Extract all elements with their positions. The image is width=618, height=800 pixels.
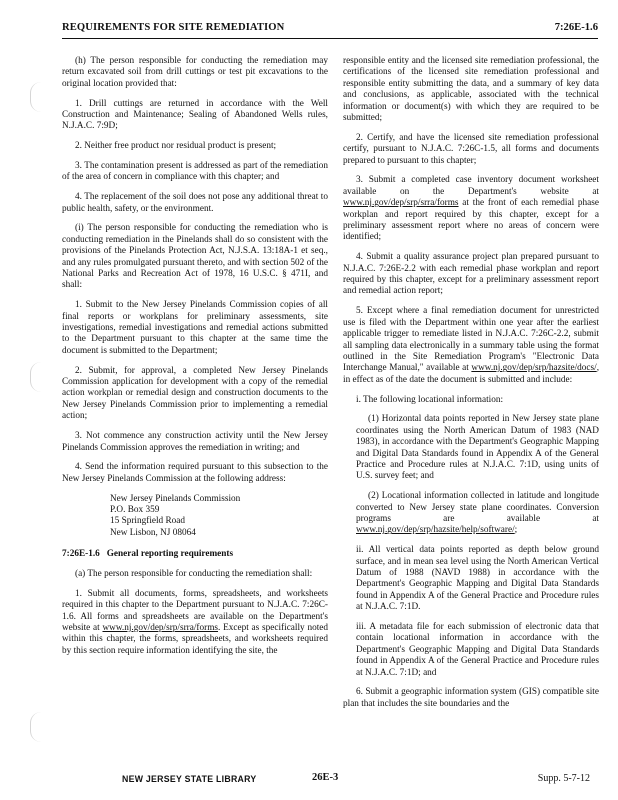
right-column xyxy=(343,56,599,719)
text-run: 3. Submit a completed case inventory document worksheet available on the Department's website at xyxy=(343,175,599,197)
paragraph-ri2 xyxy=(356,491,599,537)
paragraph-riii: iii. A metadata file for each submission of electronic data that contain locational information in accordance with the Department's Geographic Mapping and Digital Data Standards found in Appendix A of the General Practice and Procedure rules at N.J.A.C. 7:1D; and xyxy=(356,621,599,678)
forms-link[interactable]: www.nj.gov/dep/srp/srra/forms xyxy=(102,622,219,633)
paragraph-h4: 4. The replacement of the soil does not pose any additional threat to public health, safety, or the environment. xyxy=(62,192,328,214)
forms-link[interactable]: www.nj.gov/dep/srp/srra/forms xyxy=(343,198,459,209)
address-line: New Lisbon, NJ 08064 xyxy=(110,527,196,538)
supplement-date: Supp. 5-7-12 xyxy=(537,773,590,784)
paragraph-i2: 2. Submit, for approval, a completed New Jersey Pinelands Commission application for development with a copy of the remedial action workplan or remedial design and construction documents to the New Jersey Pinelands Commission prior to implementing a remedial action; xyxy=(62,365,328,422)
paragraph-a1 xyxy=(62,589,328,657)
paragraph-r2: 2. Certify, and have the licensed site remediation professional certify, pursuant to N.J.A.C. 7:26C-1.5, all forms and documents prepared to pursuant to this chapter; xyxy=(343,132,599,166)
section-title: General reporting requirements xyxy=(106,549,234,560)
paragraph-h3: 3. The contamination present is addressed as part of the remediation of the area of concern in compliance with this chapter; and xyxy=(62,161,328,183)
section-number: 7:26E-1.6 xyxy=(62,549,100,560)
paragraph-i4: 4. Send the information required pursuant to this subsection to the New Jersey Pinelands Commission at the following address: xyxy=(62,462,328,484)
text-run: . Except as specifically noted within this chapter, the forms, spreadsheets, and worksheets required by this section require information identifying the site, the xyxy=(62,622,328,656)
text-run: 5. Except where a final remediation document for unrestricted use is filed with the Department within one year after the earliest applicable trigger to remediate listed in N.J.A.C. 7:26C-2.2, submit all sampling data electronically in a summary table using the format outlined in the Site Remediation Program's "Electronic Data Interchange Manual," available at xyxy=(343,306,599,374)
address-line: 15 Springfield Road xyxy=(110,516,186,527)
paragraph-h2: 2. Neither free product nor residual product is present; xyxy=(75,141,277,152)
paragraph-i1: 1. Submit to the New Jersey Pinelands Commission copies of all final reports or workplans for preliminary assessments, site investigations, remedial investigations and remedial actions submitted to the Department pursuant to this chapter at the same time the document is submitted to the Department; xyxy=(62,300,328,356)
paragraph-r5 xyxy=(343,306,599,386)
paragraph-r0: responsible entity and the licensed site remediation professional, the certifications of the licensed site remediation professional and responsible entity submitting the data, and a summary of key data and conclusions, as applicable, associated with the technical information or document(s) with which they are required to be submitted; xyxy=(343,56,599,124)
paragraph-r3 xyxy=(343,175,599,243)
running-header xyxy=(62,20,598,39)
address-line: New Jersey Pinelands Commission xyxy=(110,493,241,504)
section-heading xyxy=(62,549,328,560)
binding-mark xyxy=(30,82,41,112)
software-link[interactable]: www.nj.gov/dep/srp/hazsite/help/software/ xyxy=(356,525,515,536)
text-run: ; xyxy=(514,525,518,536)
paragraph-i: (i) The person responsible for conducting the remediation who is conducting remediation in the Pinelands shall do so consistent with the provisions of the Pinelands Protection Act, N.J.S.A. 13:18A-1 et seq., and any rules promulgated pursuant thereto, and with section 502 of the National Parks and Recreation Act of 1978, 16 U.S.C. § 471I, and shall: xyxy=(62,223,328,291)
library-stamp: NEW JERSEY STATE LIBRARY xyxy=(122,774,257,785)
binding-mark xyxy=(30,362,41,392)
paragraph-a: (a) The person responsible for conducting the remediation shall: xyxy=(75,568,313,579)
paragraph-rii: ii. All vertical data points reported as depth below ground surface, and in mean sea level using the North American Vertical Datum of 1988 (NAVD 1988) in accordance with the Department's Geographic Mapping and Digital Data Standards found in Appendix A of the General Practice and Procedure rules at N.J.A.C. 7:1D. xyxy=(356,545,599,613)
left-column xyxy=(62,56,328,666)
paragraph-r4: 4. Submit a quality assurance project plan prepared pursuant to N.J.A.C. 7:26E-2.2 with each remedial phase workplan and report required by this chapter, except for a preliminary assessment report and remedial action report; xyxy=(343,252,599,297)
header-title: REQUIREMENTS FOR SITE REMEDIATION xyxy=(62,22,285,33)
mailing-address xyxy=(110,494,328,540)
text-run: at the front of each remedial phase workplan and report required by this chapter, except for a preliminary assessment report where no areas of concern were identified; xyxy=(343,198,599,243)
header-section: 7:26E-1.6 xyxy=(554,22,598,33)
address-line: P.O. Box 359 xyxy=(110,504,160,515)
paragraph-h1: 1. Drill cuttings are returned in accordance with the Well Construction and Maintenance; Sealing of Abandoned Wells rules, N.J.A.C. 7:9D; xyxy=(62,98,328,132)
paragraph-ri1: (1) Horizontal data points reported in New Jersey state plane coordinates using the North American Datum of 1983 (NAD 1983), in accordance with the Department's Geographic Mapping and Digital Data Standards found in Appendix A of the General Practice and Procedure rules at N.J.A.C. 7:1D, using units of U.S. survey feet; and xyxy=(356,414,599,482)
paragraph-r6: 6. Submit a geographic information system (GIS) compatible site plan that includes the site boundaries and the xyxy=(343,687,599,709)
binding-mark xyxy=(30,712,41,742)
page-number: 26E-3 xyxy=(312,772,339,783)
edi-manual-link[interactable]: www.nj.gov/dep/srp/hazsite/docs/ xyxy=(471,363,597,374)
text-run: , in effect as of the date the document is submitted and include: xyxy=(343,363,599,385)
paragraph-i3: 3. Not commence any construction activity until the New Jersey Pinelands Commission approves the remediation in writing; and xyxy=(62,431,328,453)
paragraph-ri: i. The following locational information: xyxy=(356,394,504,405)
text-run: (2) Locational information collected in latitude and longitude converted to New Jersey state plane coordinates. Conversion programs are available at xyxy=(356,491,599,524)
paragraph-h: (h) The person responsible for conducting the remediation may return excavated soil from drill cuttings or test pit excavations to the original location provided that: xyxy=(62,56,328,89)
text-run: 1. Submit all documents, forms, spreadsheets, and worksheets required in this chapter to the Department pursuant to N.J.A.C. 7:26C-1.6. All forms and spreadsheets are available on the Department's website at xyxy=(62,588,328,633)
